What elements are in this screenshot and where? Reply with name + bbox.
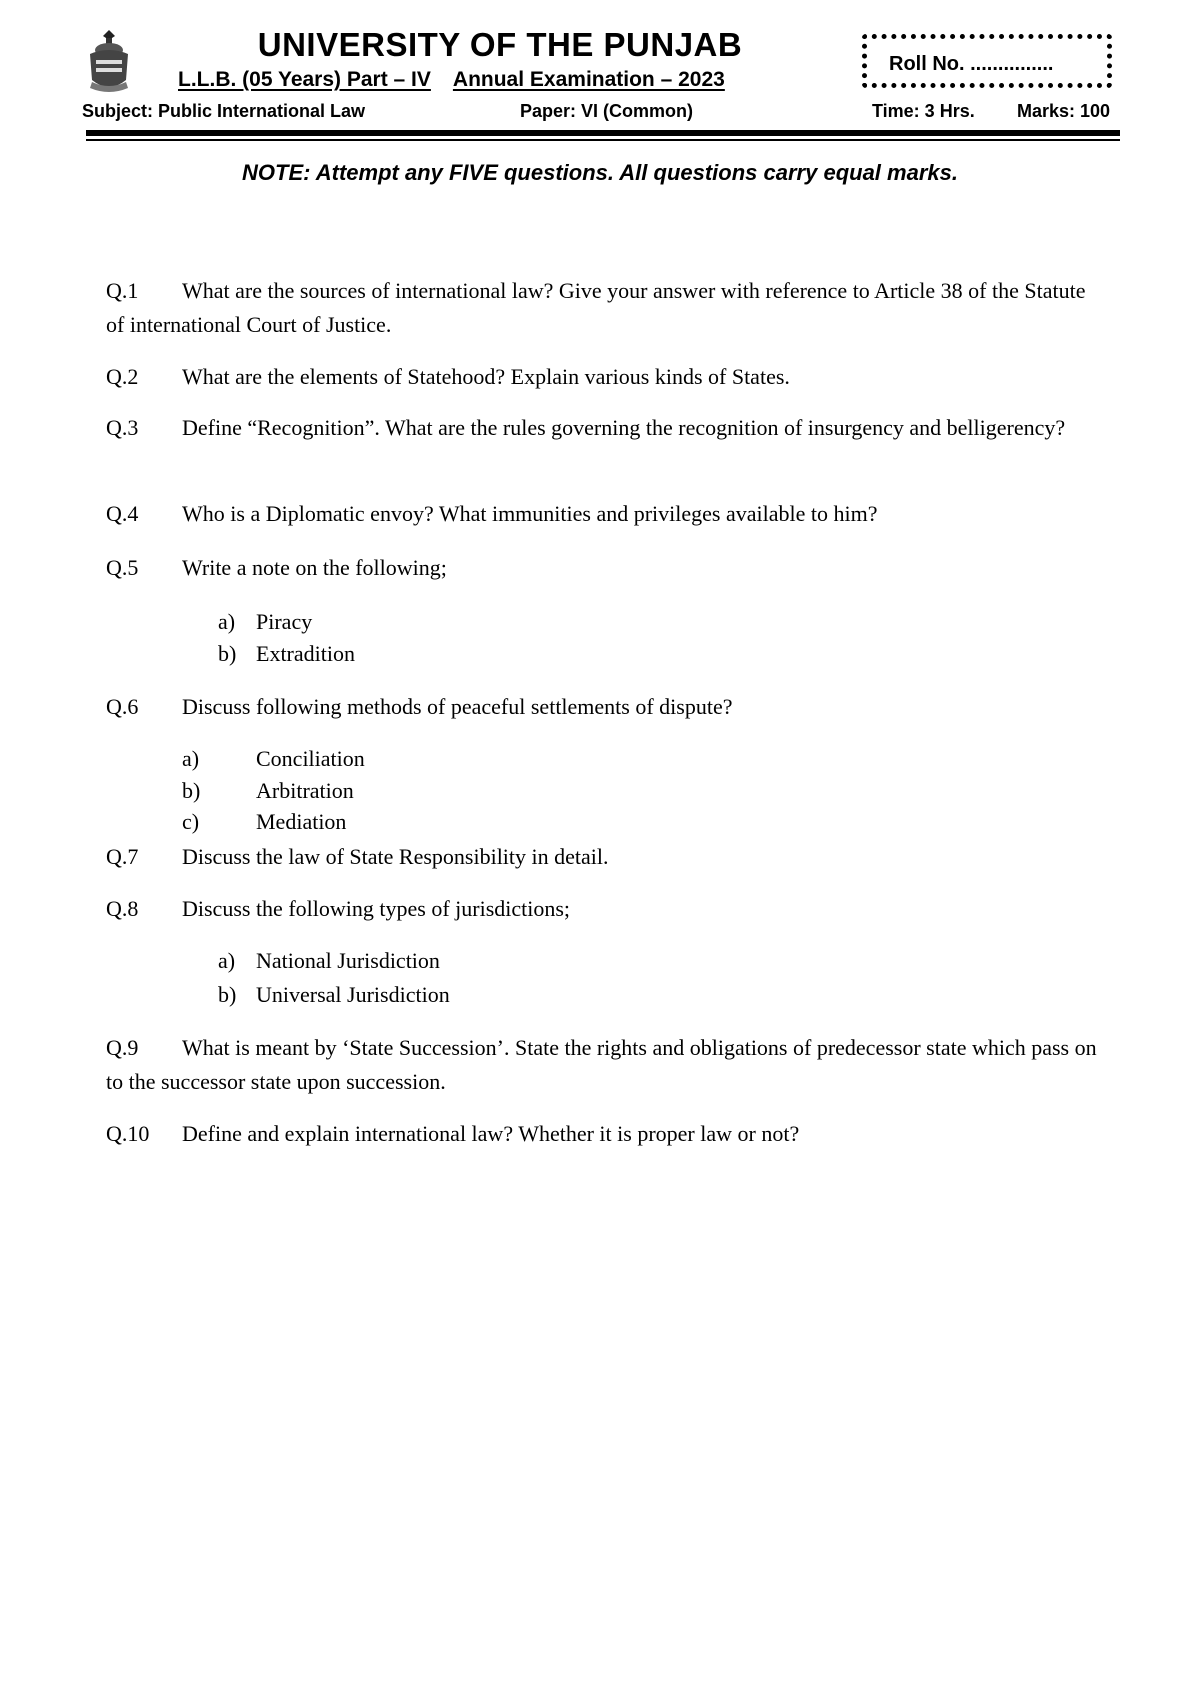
question-text: Define and explain international law? Whether it is proper law or not?: [182, 1121, 800, 1146]
question-text: Who is a Diplomatic envoy? What immunities and privileges available to him?: [182, 501, 878, 526]
marks-label: Marks: 100: [1017, 101, 1111, 121]
subject-label: Subject: Public International Law: [82, 101, 366, 121]
question-9: [106, 1031, 1106, 1099]
list-item: [218, 980, 450, 1010]
question-6: [106, 690, 1106, 724]
question-text: Discuss the law of State Responsibility in detail.: [182, 844, 609, 869]
question-number: Q.6: [106, 694, 139, 719]
exam-title: [178, 68, 818, 92]
roll-number-label: Roll No. ...............: [889, 53, 1054, 75]
question-5: [106, 551, 1106, 585]
question-number: Q.1: [106, 278, 139, 303]
university-title: UNIVERSITY OF THE PUNJAB: [257, 26, 743, 63]
question-text: Define “Recognition”. What are the rules governing the recognition of insurgency and belligerency?: [182, 415, 1066, 440]
question-1: [106, 274, 1106, 342]
question-number: Q.10: [106, 1121, 150, 1146]
list-item: [218, 639, 355, 669]
question-7: [106, 840, 1106, 874]
header-divider-thick: [86, 130, 1120, 136]
question-text: What are the sources of international law? Give your answer with reference to Article 38 of the Statute of international Court of Justice.: [106, 278, 1086, 337]
list-item: [182, 776, 354, 806]
item-text: Extradition: [256, 641, 355, 666]
question-3: [106, 411, 1106, 445]
question-text: What are the elements of Statehood? Explain various kinds of States.: [182, 364, 790, 389]
item-label: b): [218, 982, 237, 1007]
header-divider-thin: [86, 139, 1120, 141]
university-crest-icon: [84, 28, 134, 96]
question-number: Q.9: [106, 1035, 139, 1060]
item-label: a): [218, 609, 236, 634]
program-label: L.L.B. (05 Years) Part – IV: [178, 68, 431, 91]
question-number: Q.3: [106, 415, 139, 440]
time-label: Time: 3 Hrs.: [872, 101, 975, 121]
list-item: [218, 607, 312, 637]
question-number: Q.7: [106, 844, 139, 869]
item-label: c): [182, 809, 200, 834]
question-number: Q.5: [106, 555, 139, 580]
item-text: Piracy: [256, 609, 313, 634]
question-text: Discuss following methods of peaceful settlements of dispute?: [182, 694, 733, 719]
question-10: [106, 1117, 1106, 1151]
list-item: [182, 744, 365, 774]
roll-number-box: [862, 34, 1112, 88]
item-label: b): [182, 778, 201, 803]
item-label: a): [182, 746, 200, 771]
item-text: Universal Jurisdiction: [256, 982, 450, 1007]
item-text: National Jurisdiction: [256, 948, 440, 973]
question-text: Discuss the following types of jurisdictions;: [182, 896, 571, 921]
question-2: [106, 360, 1106, 394]
item-label: a): [218, 948, 236, 973]
item-text: Arbitration: [256, 778, 354, 803]
exam-note: NOTE: Attempt any FIVE questions. All questions carry equal marks.: [242, 160, 958, 185]
exam-label: Annual Examination – 2023: [452, 68, 725, 91]
question-number: Q.4: [106, 501, 139, 526]
paper-label: Paper: VI (Common): [520, 101, 694, 121]
question-text: What is meant by ‘State Succession’. State the rights and obligations of predecessor state which pass on to the successor state upon succession.: [106, 1035, 1097, 1094]
list-item: [182, 807, 346, 837]
question-number: Q.2: [106, 364, 139, 389]
item-text: Mediation: [256, 809, 347, 834]
question-text: Write a note on the following;: [182, 555, 447, 580]
list-item: [218, 946, 440, 976]
question-4: [106, 497, 1106, 531]
question-number: Q.8: [106, 896, 139, 921]
item-text: Conciliation: [256, 746, 365, 771]
question-8: [106, 892, 1106, 926]
item-label: b): [218, 641, 237, 666]
